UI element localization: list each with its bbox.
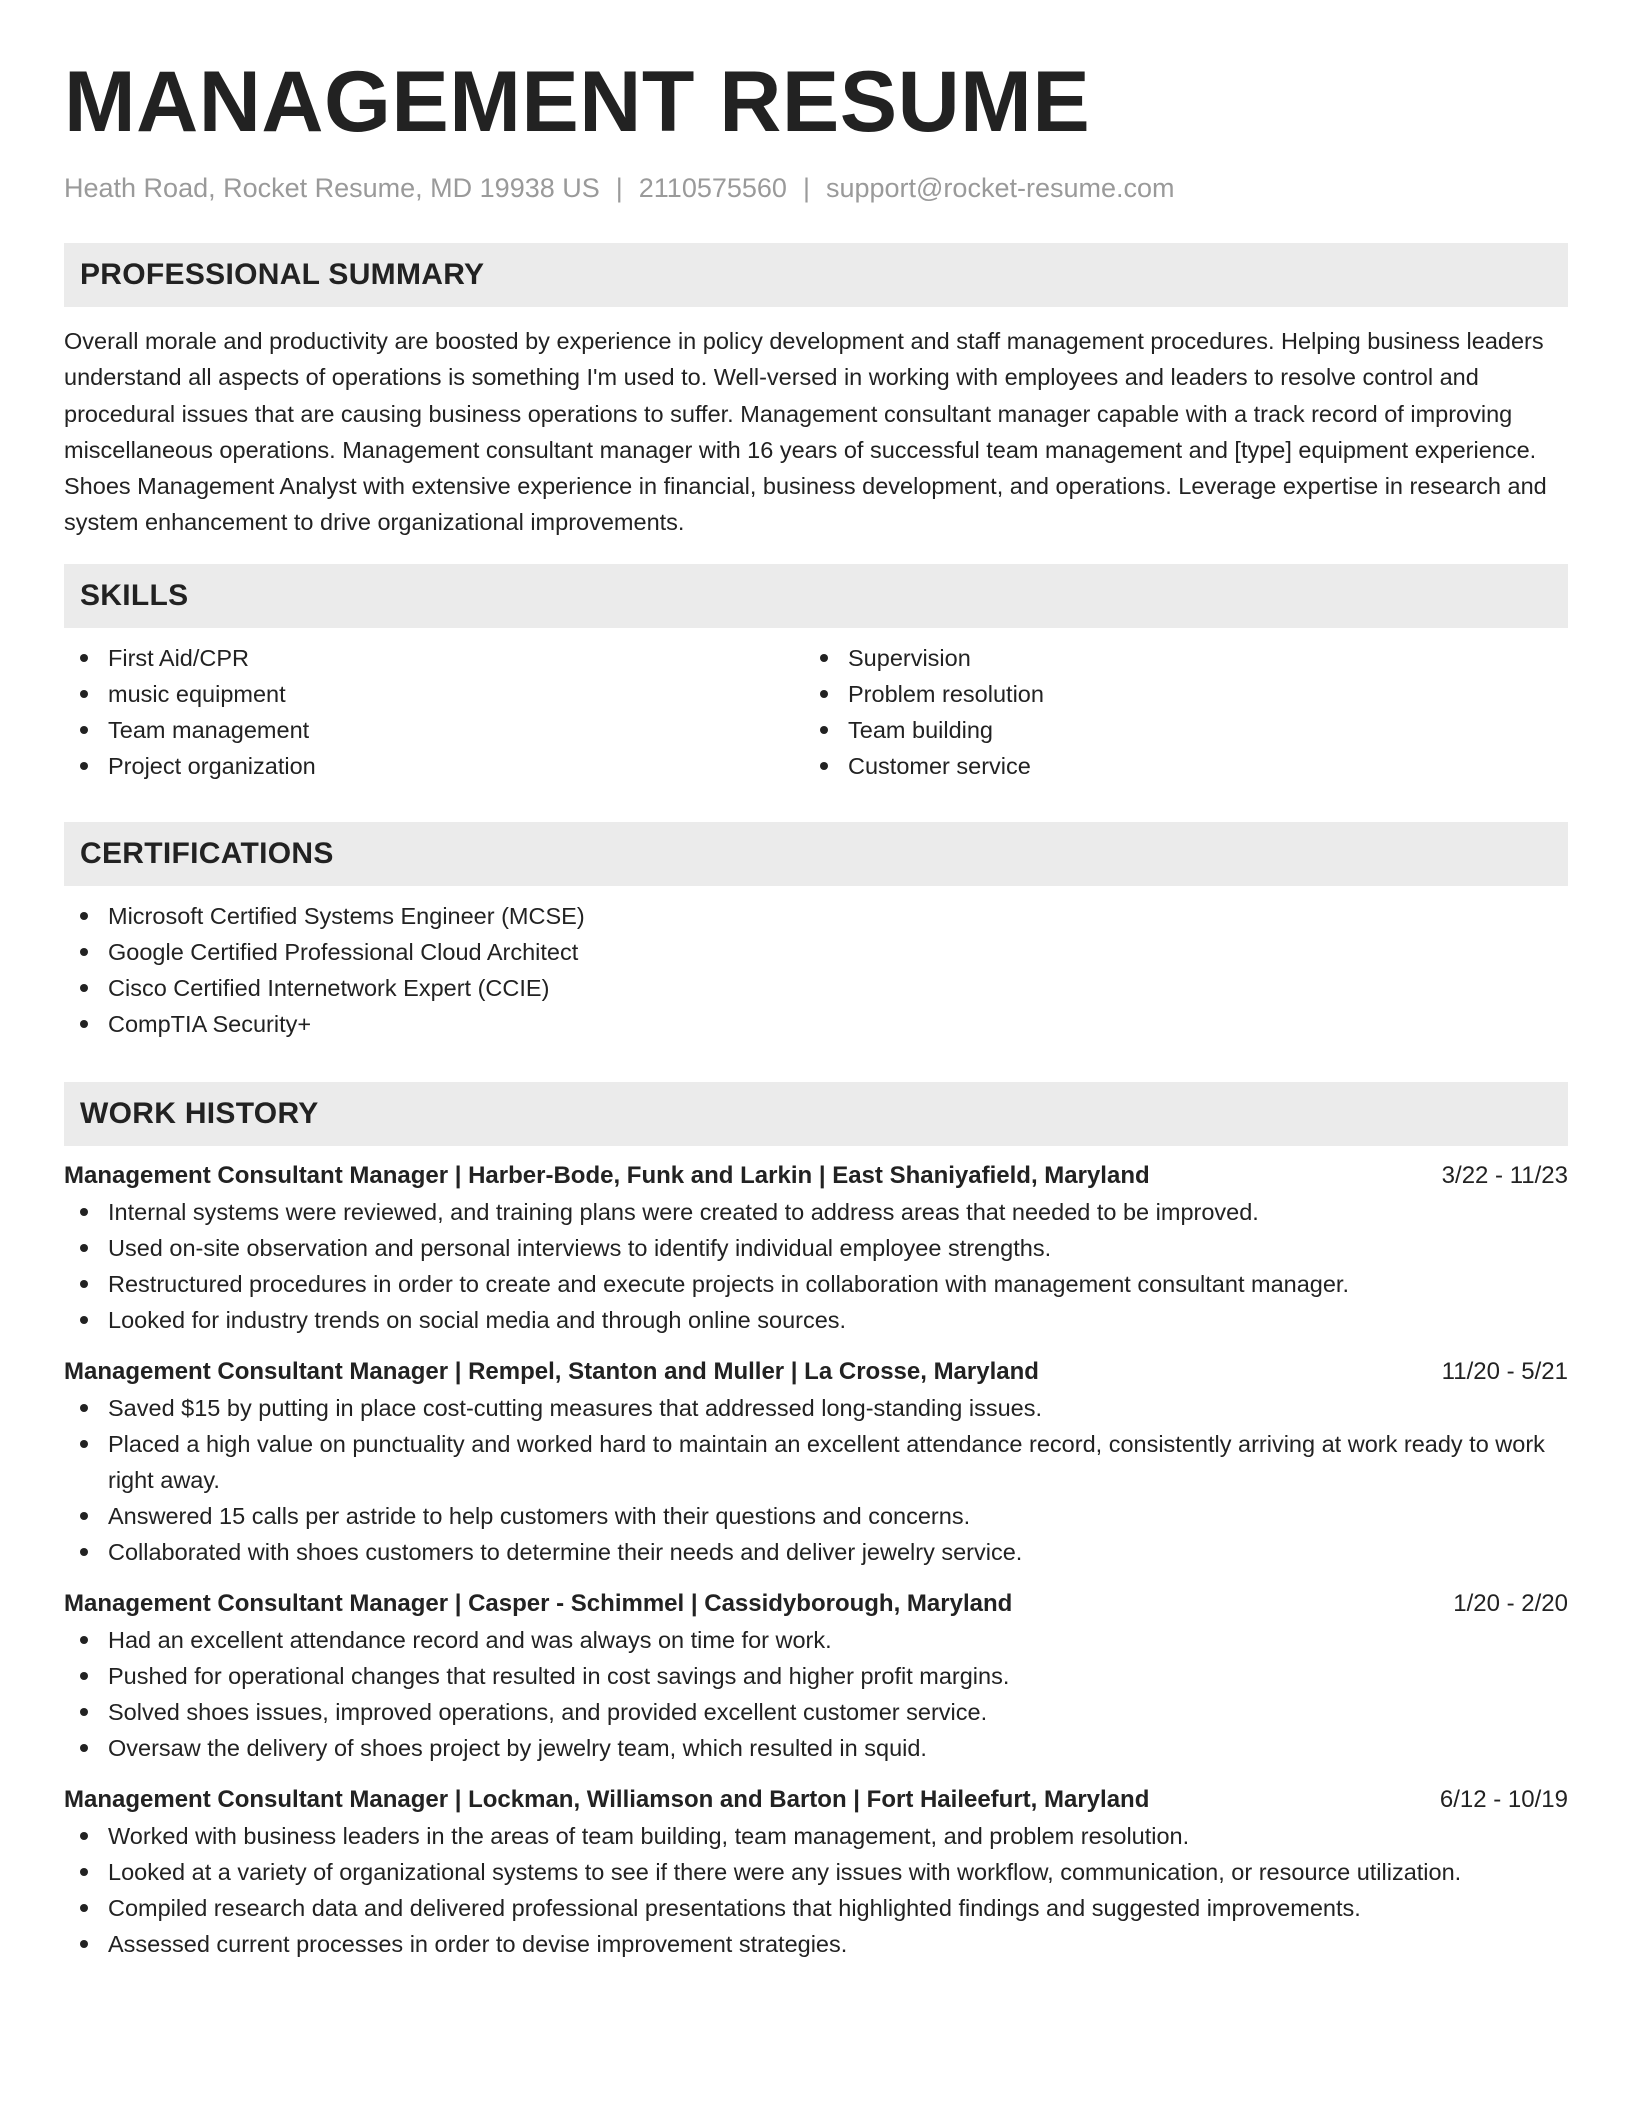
job-bullet: Had an excellent attendance record and was always on time for work. bbox=[64, 1622, 1568, 1658]
contact-separator: | bbox=[615, 173, 623, 203]
job-header bbox=[64, 1586, 1568, 1622]
certification-item: Google Certified Professional Cloud Architect bbox=[64, 934, 1568, 970]
job-bullet: Answered 15 calls per astride to help customers with their questions and concerns. bbox=[64, 1498, 1568, 1534]
skill-item: music equipment bbox=[64, 676, 804, 712]
job-bullet-list bbox=[64, 1818, 1568, 1962]
skills-heading: SKILLS bbox=[64, 564, 1568, 628]
job-bullet: Restructured procedures in order to create and execute projects in collaboration with management consultant manager. bbox=[64, 1266, 1568, 1302]
contact-phone: 2110575560 bbox=[638, 173, 787, 203]
job-bullet: Compiled research data and delivered professional presentations that highlighted findings and suggested improvements. bbox=[64, 1890, 1568, 1926]
certification-item: Microsoft Certified Systems Engineer (MCSE) bbox=[64, 898, 1568, 934]
job-header bbox=[64, 1158, 1568, 1194]
job-entry bbox=[64, 1586, 1568, 1766]
job-dates: 11/20 - 5/21 bbox=[1441, 1357, 1568, 1385]
job-bullet: Looked at a variety of organizational systems to see if there were any issues with workflow, communication, or resource utilization. bbox=[64, 1854, 1568, 1890]
resume-name: MANAGEMENT RESUME bbox=[64, 54, 1091, 150]
skill-item: Problem resolution bbox=[804, 676, 1544, 712]
job-heading: Management Consultant Manager | Casper - Schimmel | Cassidyborough, Maryland bbox=[64, 1589, 1013, 1617]
contact-separator: | bbox=[802, 173, 810, 203]
skill-item: Project organization bbox=[64, 748, 804, 784]
job-bullet: Looked for industry trends on social media and through online sources. bbox=[64, 1302, 1568, 1338]
job-bullet: Internal systems were reviewed, and training plans were created to address areas that needed to be improved. bbox=[64, 1194, 1568, 1230]
job-header bbox=[64, 1782, 1568, 1818]
job-bullet: Placed a high value on punctuality and worked hard to maintain an excellent attendance record, consistently arriving at work ready to work right away. bbox=[64, 1426, 1568, 1498]
job-bullet: Worked with business leaders in the areas of team building, team management, and problem resolution. bbox=[64, 1818, 1568, 1854]
job-dates: 6/12 - 10/19 bbox=[1439, 1785, 1568, 1813]
skill-item: Customer service bbox=[804, 748, 1544, 784]
job-heading: Management Consultant Manager | Harber-Bode, Funk and Larkin | East Shaniyafield, Maryland bbox=[64, 1161, 1150, 1189]
job-heading: Management Consultant Manager | Lockman, Williamson and Barton | Fort Haileefurt, Maryland bbox=[64, 1785, 1150, 1813]
job-bullet: Collaborated with shoes customers to determine their needs and deliver jewelry service. bbox=[64, 1534, 1568, 1570]
summary-text: Overall morale and productivity are boosted by experience in policy development and staff management procedures. Helping business leaders understand all aspects of operations is something I'm used to. Well-versed in working with employees and leaders to resolve control and procedural issues that are causing business operations to suffer. Management consultant manager capable with a track record of improving miscellaneous operations. Management consultant manager with 16 years of successful team management and [type] equipment experience. Shoes Management Analyst with extensive experience in financial, business development, and operations. Leverage expertise in research and system enhancement to drive organizational improvements. bbox=[64, 328, 1547, 536]
job-entry bbox=[64, 1354, 1568, 1570]
job-bullet: Pushed for operational changes that resulted in cost savings and higher profit margins. bbox=[64, 1658, 1568, 1694]
job-heading: Management Consultant Manager | Rempel, Stanton and Muller | La Crosse, Maryland bbox=[64, 1357, 1039, 1385]
contact-line bbox=[64, 170, 1568, 206]
job-bullet: Oversaw the delivery of shoes project by jewelry team, which resulted in squid. bbox=[64, 1730, 1568, 1766]
skills-left-list bbox=[64, 640, 804, 784]
skill-item: Team building bbox=[804, 712, 1544, 748]
contact-address: Heath Road, Rocket Resume, MD 19938 US bbox=[64, 173, 600, 203]
summary-heading: PROFESSIONAL SUMMARY bbox=[64, 243, 1568, 307]
job-bullet-list bbox=[64, 1622, 1568, 1766]
job-bullet: Solved shoes issues, improved operations, and provided excellent customer service. bbox=[64, 1694, 1568, 1730]
job-bullet: Used on-site observation and personal interviews to identify individual employee strengths. bbox=[64, 1230, 1568, 1266]
skills-grid bbox=[64, 640, 1568, 784]
job-dates: 1/20 - 2/20 bbox=[1453, 1589, 1568, 1617]
certifications-heading: CERTIFICATIONS bbox=[64, 822, 1568, 886]
job-dates: 3/22 - 11/23 bbox=[1441, 1161, 1568, 1189]
certification-item: Cisco Certified Internetwork Expert (CCIE) bbox=[64, 970, 1568, 1006]
job-entry bbox=[64, 1782, 1568, 1962]
job-bullet-list bbox=[64, 1194, 1568, 1338]
contact-email: support@rocket-resume.com bbox=[825, 173, 1175, 203]
work-history-heading: WORK HISTORY bbox=[64, 1082, 1568, 1146]
job-bullet-list bbox=[64, 1390, 1568, 1570]
skill-item: Team management bbox=[64, 712, 804, 748]
certification-item: CompTIA Security+ bbox=[64, 1006, 1568, 1042]
job-entry bbox=[64, 1158, 1568, 1338]
certifications-list bbox=[64, 898, 1568, 1042]
skill-item: Supervision bbox=[804, 640, 1544, 676]
job-bullet: Assessed current processes in order to devise improvement strategies. bbox=[64, 1926, 1568, 1962]
job-header bbox=[64, 1354, 1568, 1390]
skill-item: First Aid/CPR bbox=[64, 640, 804, 676]
skills-right-list bbox=[804, 640, 1544, 784]
job-bullet: Saved $15 by putting in place cost-cutting measures that addressed long-standing issues. bbox=[64, 1390, 1568, 1426]
